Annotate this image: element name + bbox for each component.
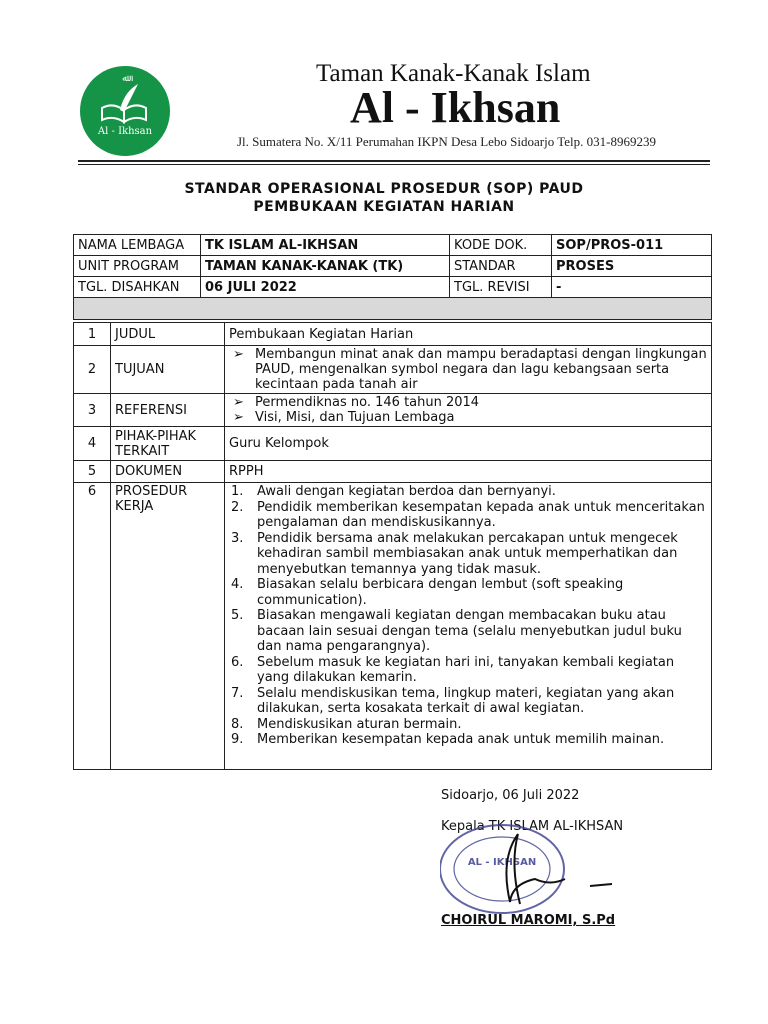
document-subtitle: PEMBUKAAN KEGIATAN HARIAN <box>253 199 515 215</box>
procedure-steps <box>229 484 707 748</box>
row-content: Guru Kelompok <box>225 427 712 461</box>
arrow-bullet-icon: ➢ <box>233 395 244 410</box>
row-content <box>225 346 712 394</box>
info-row <box>74 235 712 256</box>
step-text: Memberikan kesempatan kepada anak untuk memilih mainan. <box>257 732 665 747</box>
school-name: Al - Ikhsan <box>350 83 561 132</box>
info-label: TGL. DISAHKAN <box>74 277 201 298</box>
row-content <box>225 394 712 427</box>
list-item <box>229 347 707 392</box>
table-row <box>74 427 712 461</box>
logo-text: Al - Ikhsan <box>97 126 153 137</box>
list-item <box>229 500 707 531</box>
table-row <box>74 346 712 394</box>
info-value: TAMAN KANAK-KANAK (TK) <box>201 256 450 277</box>
row-label: TUJUAN <box>111 346 225 394</box>
letterhead-rule-thick <box>78 160 710 162</box>
step-text: Selalu mendiskusikan tema, lingkup materi, kegiatan yang akan dilakukan, serta kosakata terkait di awal kegiatan. <box>257 685 675 716</box>
arrow-bullet-icon: ➢ <box>233 410 244 425</box>
step-number: 8. <box>231 716 244 732</box>
signature-date: Sidoarjo, 06 Juli 2022 <box>441 788 580 803</box>
step-number: 6. <box>231 654 244 670</box>
step-text: Biasakan selalu berbicara dengan lembut (soft speaking communication). <box>257 577 624 608</box>
signature-role: Kepala TK ISLAM AL-IKHSAN <box>441 819 624 834</box>
step-text: Pendidik memberikan kesempatan kepada anak untuk menceritakan pengalaman dan mendiskusikannya. <box>257 499 705 530</box>
info-value: - <box>552 277 712 298</box>
row-label: JUDUL <box>111 323 225 346</box>
step-number: 9. <box>231 732 244 747</box>
document-title: STANDAR OPERASIONAL PROSEDUR (SOP) PAUD <box>184 181 584 197</box>
info-row <box>74 277 712 298</box>
step-number: 3. <box>231 530 244 546</box>
info-table <box>73 234 712 320</box>
signature-stroke <box>590 884 612 886</box>
school-address: Jl. Sumatera No. X/11 Perumahan IKPN Desa Lebo Sidoarjo Telp. 031-8969239 <box>237 134 656 149</box>
row-number: 3 <box>74 394 111 427</box>
arrow-bullet-icon: ➢ <box>233 347 244 362</box>
row-content: Pembukaan Kegiatan Harian <box>225 323 712 346</box>
separator-cell <box>74 298 712 320</box>
info-value: PROSES <box>552 256 712 277</box>
row-number: 6 <box>74 483 111 770</box>
info-label: NAMA LEMBAGA <box>74 235 201 256</box>
row-content: RPPH <box>225 461 712 483</box>
row-number: 2 <box>74 346 111 394</box>
list-item <box>229 732 707 748</box>
letterhead-rule-thin <box>78 164 710 165</box>
table-row <box>74 483 712 770</box>
school-subtitle: Taman Kanak-Kanak Islam <box>316 60 591 87</box>
row-label: DOKUMEN <box>111 461 225 483</box>
table-row <box>74 323 712 346</box>
step-number: 4. <box>231 577 244 592</box>
info-row <box>74 256 712 277</box>
stamp-text: AL - IKHSAN <box>467 857 537 868</box>
info-label: KODE DOK. <box>450 235 552 256</box>
list-item <box>229 686 707 717</box>
row-number: 5 <box>74 461 111 483</box>
info-label: UNIT PROGRAM <box>74 256 201 277</box>
step-number: 7. <box>231 685 244 701</box>
book-quill-icon <box>80 66 170 156</box>
signatory-name: CHOIRUL MAROMI, S.Pd <box>441 913 616 928</box>
info-value: 06 JULI 2022 <box>201 277 450 298</box>
school-stamp <box>440 824 620 919</box>
step-number: 1. <box>231 484 244 499</box>
handwritten-signature <box>506 834 565 904</box>
list-item <box>229 655 707 686</box>
list-item <box>229 608 707 655</box>
row-content <box>225 483 712 770</box>
info-value: TK ISLAM AL-IKHSAN <box>201 235 450 256</box>
bullet-text: Permendiknas no. 146 tahun 2014 <box>255 395 480 410</box>
list-item <box>229 531 707 578</box>
sop-table <box>73 322 712 770</box>
row-number: 4 <box>74 427 111 461</box>
list-item <box>229 395 707 410</box>
row-number: 1 <box>74 323 111 346</box>
table-row <box>74 394 712 427</box>
bullet-text: Membangun minat anak dan mampu beradaptasi dengan lingkungan PAUD, mengenalkan symbol negara dan lagu kebangsaan serta kecintaan pada tanah air <box>255 347 707 392</box>
separator-band <box>74 298 712 320</box>
step-text: Sebelum masuk ke kegiatan hari ini, tanyakan kembali kegiatan yang dilakukan kemarin. <box>257 654 675 685</box>
svg-text:ﷲ: ﷲ <box>122 74 128 84</box>
list-item <box>229 484 707 500</box>
step-number: 5. <box>231 608 244 623</box>
list-item <box>229 410 707 425</box>
list-item <box>229 577 707 608</box>
table-row <box>74 461 712 483</box>
step-text: Awali dengan kegiatan berdoa dan bernyanyi. <box>257 484 556 499</box>
list-item <box>229 717 707 733</box>
step-text: Pendidik bersama anak melakukan percakapan untuk mengecek kehadiran sambil membiasakan anak untuk memperhatikan dan menyebutkan temannya yang tidak masuk. <box>257 530 678 577</box>
info-label: TGL. REVISI <box>450 277 552 298</box>
step-number: 2. <box>231 499 244 515</box>
info-value: SOP/PROS-011 <box>552 235 712 256</box>
row-label: REFERENSI <box>111 394 225 427</box>
info-label: STANDAR <box>450 256 552 277</box>
bullet-text: Visi, Misi, dan Tujuan Lembaga <box>255 410 455 425</box>
step-text: Mendiskusikan aturan bermain. <box>257 716 462 732</box>
row-label: PROSEDUR KERJA <box>111 483 225 770</box>
school-logo <box>80 66 170 156</box>
row-label: PIHAK-PIHAK TERKAIT <box>111 427 225 461</box>
step-text: Biasakan mengawali kegiatan dengan membacakan buku atau bacaan lain sesuai dengan tema (selalu menyebutkan judul buku dan nama pengarangnya). <box>257 608 682 654</box>
